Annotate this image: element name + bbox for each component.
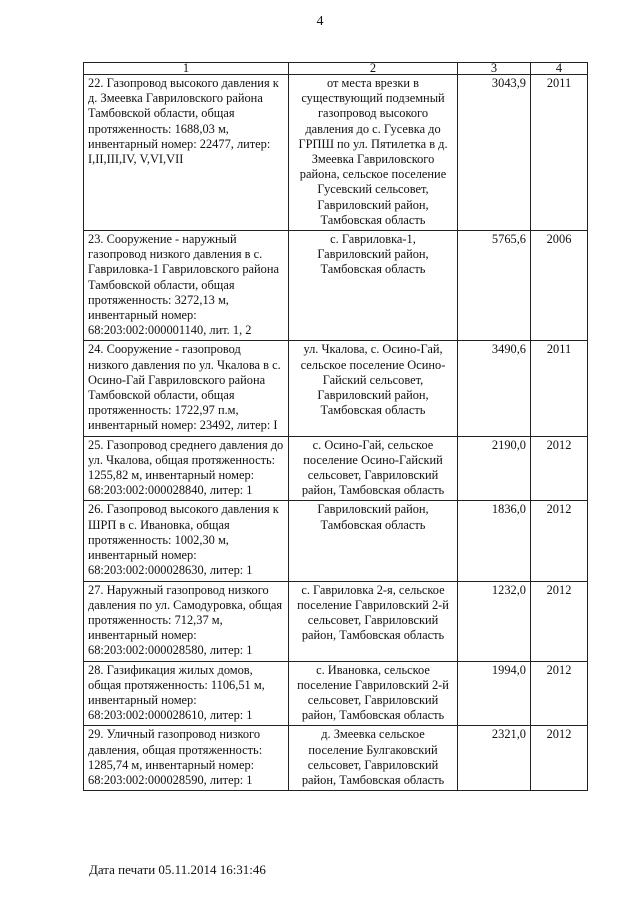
object-location: с. Гавриловка 2-я, сельское поселение Гавриловский 2-й сельсовет, Гавриловский район, Тамбовская область <box>289 581 458 661</box>
object-description: 27. Наружный газопровод низкого давления по ул. Самодуровка, общая протяженность: 712,37 м, инвентарный номер: 68:203:002:000028580, литер: 1 <box>84 581 289 661</box>
object-location: д. Змеевка сельское поселение Булгаковский сельсовет, Гавриловский район, Тамбовская область <box>289 726 458 791</box>
object-year: 2011 <box>531 75 588 231</box>
table-row <box>84 501 588 581</box>
object-year: 2012 <box>531 726 588 791</box>
object-location: с. Осино-Гай, сельское поселение Осино-Гайский сельсовет, Гавриловский район, Тамбовская область <box>289 436 458 501</box>
object-description: 25. Газопровод среднего давления до ул. Чкалова, общая протяженность: 1255,82 м, инвентарный номер: 68:203:002:000028840, литер: 1 <box>84 436 289 501</box>
object-value: 5765,6 <box>458 231 531 341</box>
object-location: ул. Чкалова, с. Осино-Гай, сельское поселение Осино-Гайский сельсовет, Гавриловский район, Тамбовская область <box>289 341 458 436</box>
object-location: Гавриловский район, Тамбовская область <box>289 501 458 581</box>
object-year: 2012 <box>531 661 588 726</box>
object-value: 1994,0 <box>458 661 531 726</box>
object-value: 2321,0 <box>458 726 531 791</box>
object-year: 2012 <box>531 436 588 501</box>
object-description: 26. Газопровод высокого давления к ШРП в с. Ивановка, общая протяженность: 1002,30 м, инвентарный номер: 68:203:002:000028630, литер: 1 <box>84 501 289 581</box>
object-description: 22. Газопровод высокого давления к д. Змеевка Гавриловского района Тамбовской области, общая протяженность: 1688,03 м, инвентарный номер: 22477, литер: I,II,III,IV, V,VI,VII <box>84 75 289 231</box>
table-row <box>84 436 588 501</box>
table-row <box>84 231 588 341</box>
column-header: 3 <box>458 63 531 75</box>
object-description: 29. Уличный газопровод низкого давления, общая протяженность: 1285,74 м, инвентарный номер: 68:203:002:000028590, литер: 1 <box>84 726 289 791</box>
object-description: 23. Сооружение - наружный газопровод низкого давления в с. Гавриловка-1 Гавриловского района Тамбовской области, общая протяженность: 3272,13 м, инвентарный номер: 68:203:002:000001140, лит. 1, 2 <box>84 231 289 341</box>
object-location: с. Гавриловка-1, Гавриловский район, Тамбовская область <box>289 231 458 341</box>
object-location: от места врезки в существующий подземный газопровод высокого давления до с. Гусевка до ГРПШ по ул. Пятилетка в д. Змеевка Гавриловского района, сельское поселение Гусевский сельсовет, Гавриловский район, Тамбовская область <box>289 75 458 231</box>
object-value: 1836,0 <box>458 501 531 581</box>
table-row <box>84 726 588 791</box>
object-value: 1232,0 <box>458 581 531 661</box>
column-header: 4 <box>531 63 588 75</box>
object-location: с. Ивановка, сельское поселение Гавриловский 2-й сельсовет, Гавриловский район, Тамбовская область <box>289 661 458 726</box>
column-header: 1 <box>84 63 289 75</box>
table-row <box>84 75 588 231</box>
table-row <box>84 661 588 726</box>
object-value: 2190,0 <box>458 436 531 501</box>
table-row <box>84 341 588 436</box>
object-year: 2006 <box>531 231 588 341</box>
table-header-row <box>84 63 588 75</box>
object-year: 2011 <box>531 341 588 436</box>
print-date: Дата печати 05.11.2014 16:31:46 <box>89 862 266 877</box>
table-row <box>84 581 588 661</box>
object-description: 28. Газификация жилых домов, общая протяженность: 1106,51 м, инвентарный номер: 68:203:002:000028610, литер: 1 <box>84 661 289 726</box>
object-year: 2012 <box>531 501 588 581</box>
column-header: 2 <box>289 63 458 75</box>
registry-table <box>83 62 588 791</box>
object-value: 3043,9 <box>458 75 531 231</box>
object-description: 24. Сооружение - газопровод низкого давления по ул. Чкалова в с. Осино-Гай Гавриловского района Тамбовской области, общая протяженность: 1722,97 п.м, инвентарный номер: 23492, литер: I <box>84 341 289 436</box>
object-value: 3490,6 <box>458 341 531 436</box>
page-number: 4 <box>316 14 324 29</box>
object-year: 2012 <box>531 581 588 661</box>
